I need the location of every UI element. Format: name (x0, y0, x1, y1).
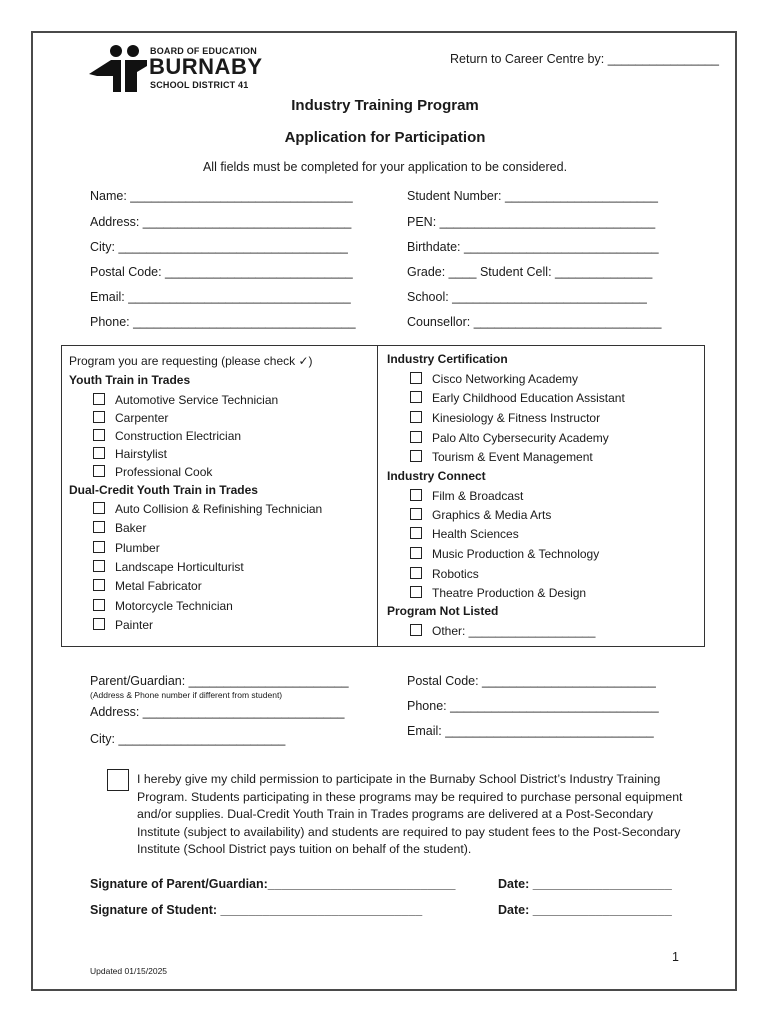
guardian-city-field[interactable]: City: ________________________ (90, 732, 286, 746)
option-music: Music Production & Technology (432, 547, 600, 561)
checkbox-landscape[interactable] (93, 560, 105, 572)
school-field[interactable]: School: ____________________________ (407, 290, 647, 304)
checkbox-automotive[interactable] (93, 393, 105, 405)
option-robotics: Robotics (432, 567, 479, 581)
option-tourism: Tourism & Event Management (432, 450, 593, 464)
grade-cell-field[interactable]: Grade: ____ Student Cell: ______________ (407, 265, 653, 279)
other-program-field[interactable]: Other: ___________________ (432, 624, 596, 638)
option-automotive: Automotive Service Technician (115, 393, 279, 407)
not-listed-header: Program Not Listed (387, 604, 499, 618)
option-cisco: Cisco Networking Academy (432, 372, 579, 386)
option-electrician: Construction Electrician (115, 429, 242, 443)
birthdate-field[interactable]: Birthdate: ____________________________ (407, 240, 659, 254)
youth-train-header: Youth Train in Trades (69, 373, 191, 387)
industry-connect-header: Industry Connect (387, 469, 486, 483)
page-number: 1 (672, 950, 679, 964)
return-by-field[interactable]: Return to Career Centre by: ________________ (450, 52, 719, 66)
checkbox-auto-collision[interactable] (93, 502, 105, 514)
parent-signature-field[interactable]: Signature of Parent/Guardian:___________________________ (90, 877, 456, 891)
dual-credit-header: Dual-Credit Youth Train in Trades (69, 483, 258, 497)
program-prompt: Program you are requesting (please check ✓) (69, 354, 313, 368)
name-field[interactable]: Name: ________________________________ (90, 189, 353, 203)
people-logo-icon (89, 44, 149, 92)
option-cook: Professional Cook (115, 465, 213, 479)
guardian-phone-field[interactable]: Phone: ______________________________ (407, 699, 659, 713)
option-kinesiology: Kinesiology & Fitness Instructor (432, 411, 601, 425)
address-field[interactable]: Address: ______________________________ (90, 215, 352, 229)
checkbox-metal-fabricator[interactable] (93, 579, 105, 591)
logo-line-2: BURNABY (149, 54, 263, 79)
updated-date: Updated 01/15/2025 (90, 966, 168, 976)
student-number-field[interactable]: Student Number: ______________________ (407, 189, 658, 203)
logo-line-1: BOARD OF EDUCATION (150, 46, 257, 56)
option-health: Health Sciences (432, 527, 519, 541)
postal-code-field[interactable]: Postal Code: ___________________________ (90, 265, 353, 279)
checkbox-theatre[interactable] (410, 586, 422, 598)
district-logo (89, 44, 263, 92)
program-box-divider (377, 345, 378, 647)
checkbox-electrician[interactable] (93, 429, 105, 441)
option-plumber: Plumber (115, 541, 160, 555)
option-film: Film & Broadcast (432, 489, 524, 503)
option-landscape: Landscape Horticulturist (115, 560, 244, 574)
guardian-email-field[interactable]: Email: ______________________________ (407, 724, 654, 738)
city-field[interactable]: City: _________________________________ (90, 240, 348, 254)
option-painter: Painter (115, 618, 154, 632)
guardian-postal-field[interactable]: Postal Code: _________________________ (407, 674, 656, 688)
checkbox-graphics[interactable] (410, 508, 422, 520)
checkbox-ece[interactable] (410, 391, 422, 403)
checkbox-motorcycle[interactable] (93, 599, 105, 611)
checkbox-health[interactable] (410, 527, 422, 539)
checkbox-plumber[interactable] (93, 541, 105, 553)
instruction-text: All fields must be completed for your application to be considered. (202, 160, 568, 174)
option-ece: Early Childhood Education Assistant (432, 391, 625, 405)
checkbox-cisco[interactable] (410, 372, 422, 384)
option-theatre: Theatre Production & Design (432, 586, 587, 600)
option-metal-fabricator: Metal Fabricator (115, 579, 202, 593)
counsellor-field[interactable]: Counsellor: ___________________________ (407, 315, 662, 329)
logo-line-3: SCHOOL DISTRICT 41 (150, 80, 249, 90)
form-title: Industry Training Program (291, 97, 479, 114)
checkbox-robotics[interactable] (410, 567, 422, 579)
checkbox-baker[interactable] (93, 521, 105, 533)
pen-field[interactable]: PEN: _______________________________ (407, 215, 656, 229)
option-palo-alto: Palo Alto Cybersecurity Academy (432, 431, 609, 445)
checkbox-other[interactable] (410, 624, 422, 636)
checkbox-palo-alto[interactable] (410, 431, 422, 443)
checkbox-carpenter[interactable] (93, 411, 105, 423)
parent-date-field[interactable]: Date: ____________________ (498, 877, 672, 891)
option-carpenter: Carpenter (115, 411, 169, 425)
checkbox-music[interactable] (410, 547, 422, 559)
guardian-note: (Address & Phone number if different from student) (90, 690, 283, 700)
checkbox-film[interactable] (410, 489, 422, 501)
form-subtitle: Application for Participation (284, 129, 486, 146)
checkbox-painter[interactable] (93, 618, 105, 630)
consent-text: I hereby give my child permission to participate in the Burnaby School District’s Industry Training Program. Students participating in these programs may be required to purchase personal equipment and/or supplies. Dual-Credit Youth Train in Trades programs are delivered at a Post-Secondary Institute (subject to availability) and students are required to pay student fees to the Post-Secondary Institute (School District pays tuition on behalf of the student). (137, 772, 683, 856)
consent-checkbox[interactable] (107, 769, 129, 791)
student-signature-field[interactable]: Signature of Student: _____________________________ (90, 903, 423, 917)
email-field[interactable]: Email: ________________________________ (90, 290, 351, 304)
option-hairstylist: Hairstylist (115, 447, 168, 461)
guardian-address-field[interactable]: Address: _____________________________ (90, 705, 345, 719)
phone-field[interactable]: Phone: ________________________________ (90, 315, 356, 329)
option-baker: Baker (115, 521, 147, 535)
checkbox-kinesiology[interactable] (410, 411, 422, 423)
checkbox-hairstylist[interactable] (93, 447, 105, 459)
option-motorcycle: Motorcycle Technician (115, 599, 233, 613)
industry-cert-header: Industry Certification (387, 352, 508, 366)
student-date-field[interactable]: Date: ____________________ (498, 903, 672, 917)
checkbox-tourism[interactable] (410, 450, 422, 462)
option-auto-collision: Auto Collision & Refinishing Technician (115, 502, 323, 516)
checkbox-cook[interactable] (93, 465, 105, 477)
option-graphics: Graphics & Media Arts (432, 508, 552, 522)
guardian-field[interactable]: Parent/Guardian: _______________________ (90, 674, 349, 688)
